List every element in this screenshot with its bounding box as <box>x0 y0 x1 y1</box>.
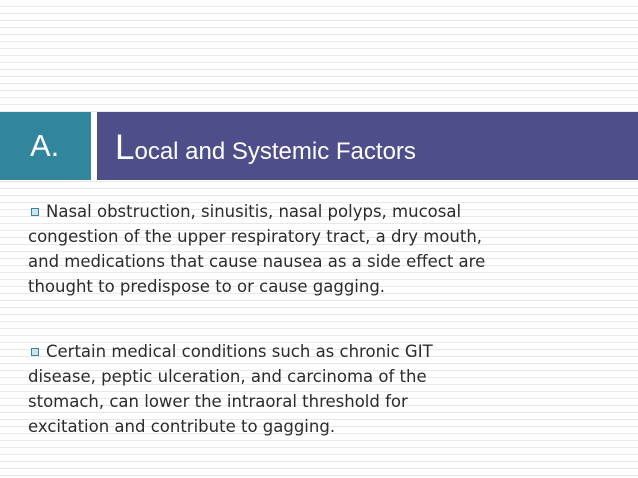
bullet-line: congestion of the upper respiratory tract, a dry mouth, <box>28 227 483 246</box>
bullet-line: excitation and contribute to gagging. <box>28 417 336 436</box>
square-bullet-icon <box>31 348 39 356</box>
square-bullet-icon <box>31 208 39 216</box>
slide-title <box>115 130 416 170</box>
slide-title-rest: ocal and Systemic Factors <box>134 138 416 165</box>
bullet-line-text: Nasal obstruction, sinusitis, nasal polyps, mucosal <box>46 202 462 221</box>
bullet-paragraph-2 <box>28 339 608 439</box>
slide-title-initial: L <box>115 128 135 167</box>
bullet-line: and medications that cause nausea as a side effect are <box>28 252 486 271</box>
bullet-line: stomach, can lower the intraoral threshold for <box>28 392 408 411</box>
bullet-paragraph-1 <box>28 199 608 299</box>
section-letter-box <box>0 112 91 180</box>
bullet-line <box>28 199 608 224</box>
bullet-line: thought to predispose to or cause gagging. <box>28 277 386 296</box>
title-bar <box>0 112 638 180</box>
bullet-line: disease, peptic ulceration, and carcinoma of the <box>28 367 427 386</box>
section-letter: A. <box>30 128 60 163</box>
title-box <box>97 112 638 180</box>
bullet-line-text: Certain medical conditions such as chronic GIT <box>46 342 433 361</box>
bullet-line <box>28 339 608 364</box>
